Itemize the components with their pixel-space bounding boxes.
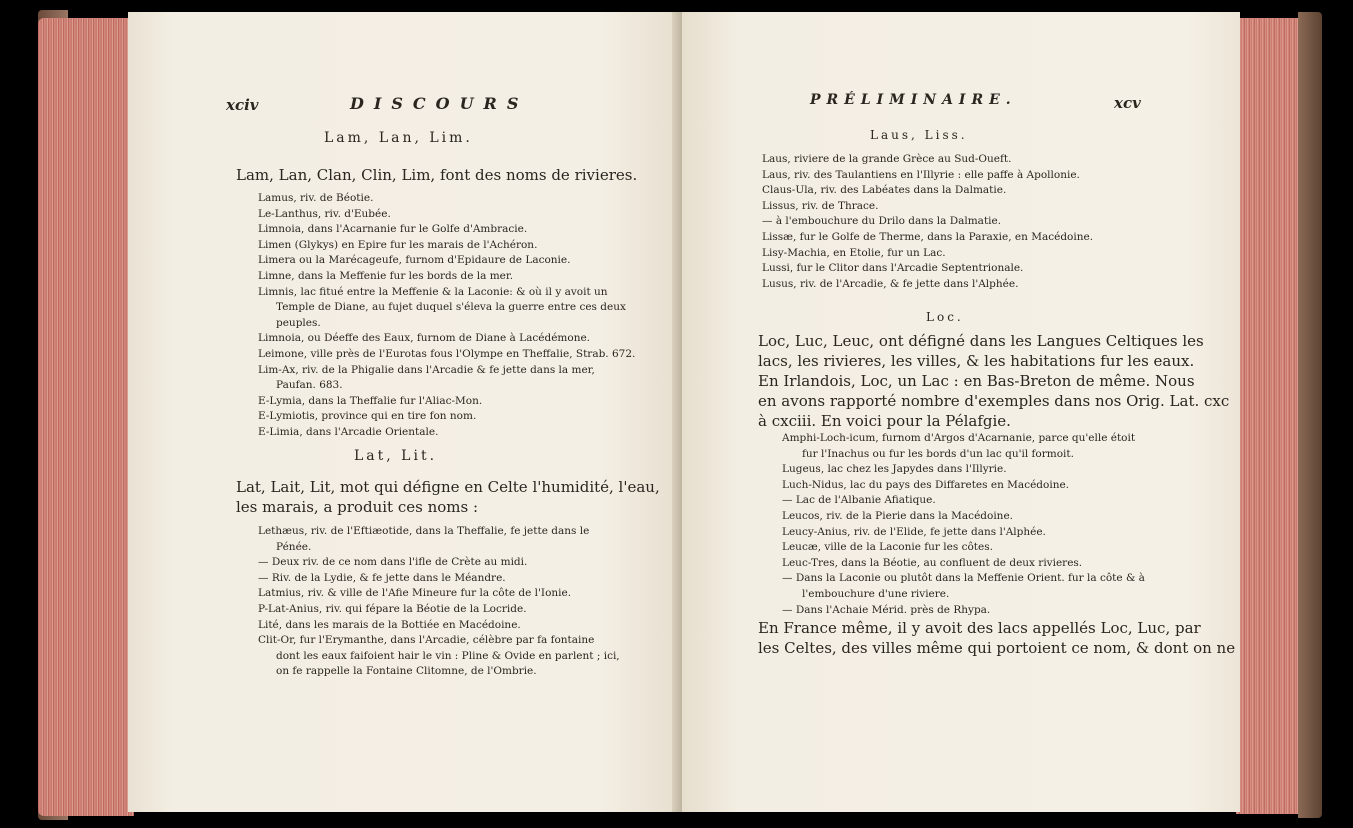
entry-line: Luch-Nidus, lac du pays des Diffaretes en Macédoine. — [782, 478, 1070, 491]
book-cover-right — [1298, 12, 1322, 818]
entry-line: Leucæ, ville de la Laconie fur les côtes. — [782, 541, 993, 554]
section-heading: Loc. — [926, 310, 964, 324]
entry-line: peuples. — [276, 316, 321, 329]
entry-line: Limnis, lac fitué entre la Meffenie & la Laconie: & où il y avoit un — [258, 285, 608, 298]
entry-line: Lussi, fur le Clitor dans l'Arcadie Septentrionale. — [762, 262, 1024, 275]
entry-line: Lim-Ax, riv. de la Phigalie dans l'Arcadie & fe jette dans la mer, — [258, 363, 595, 376]
entry-line: En France même, il y avoit des lacs appellés Loc, Luc, par — [758, 619, 1201, 637]
entry-line: Paufan. 683. — [276, 379, 343, 392]
entry-line: Leimone, ville près de l'Eurotas fous l'Olympe en Theffalie, Strab. 672. — [258, 348, 636, 360]
left-page — [128, 12, 680, 812]
entry-line: Latmius, riv. & ville de l'Afie Mineure fur la côte de l'Ionie. — [258, 587, 572, 600]
entry-line: lacs, les rivieres, les villes, & les habitations fur les eaux. — [758, 352, 1195, 370]
running-head: PRÉLIMINAIRE. — [810, 92, 1017, 108]
entry-line: Lissæ, fur le Golfe de Therme, dans la Paraxie, en Macédoine. — [762, 231, 1094, 243]
entry-line: E-Lymiotis, province qui en tire fon nom. — [258, 410, 477, 423]
entry-line: — Dans la Laconie ou plutôt dans la Meffenie Orient. fur la côte & à — [782, 572, 1145, 585]
entry-line: Limera ou la Marécageufe, furnom d'Epidaure de Laconie. — [258, 254, 571, 267]
entry-line: Lugeus, lac chez les Japydes dans l'Illyrie. — [782, 463, 1007, 476]
entry-line: Loc, Luc, Leuc, ont défigné dans les Langues Celtiques les — [758, 332, 1204, 350]
entry-line: en avons rapporté nombre d'exemples dans nos Orig. Lat. cxc — [758, 392, 1230, 410]
entry-line: Laus, riv. des Taulantiens en l'Illyrie : elle paffe à Apollonie. — [762, 168, 1080, 181]
entry-line: fur l'Inachus ou fur les bords d'un lac qu'il formoit. — [802, 447, 1074, 460]
entry-line: En Irlandois, Loc, un Lac : en Bas-Breton de même. Nous — [758, 372, 1195, 390]
entry-line: Clit-Or, fur l'Erymanthe, dans l'Arcadie, célèbre par fa fontaine — [258, 634, 595, 647]
right-page — [682, 12, 1240, 812]
entry-line: Limnoia, ou Déeffe des Eaux, furnom de Diane à Lacédémone. — [258, 332, 591, 345]
entry-line: l'embouchure d'une riviere. — [802, 588, 950, 600]
entry-line: E-Limia, dans l'Arcadie Orientale. — [258, 426, 439, 438]
entry-line: les Celtes, des villes même qui portoient ce nom, & dont on ne — [758, 639, 1236, 657]
entry-line: Limen (Glykys) en Epire fur les marais de l'Achéron. — [258, 238, 538, 251]
entry-line: Pénée. — [276, 540, 312, 553]
entry-line: — Riv. de la Lydie, & fe jette dans le Méandre. — [258, 571, 506, 584]
section-heading: Lam, Lan, Lim. — [324, 130, 473, 146]
entry-line: à cxciii. En voici pour la Pélafgie. — [758, 412, 1011, 430]
section-intro: Lam, Lan, Clan, Clin, Lim, font des noms de rivieres. — [236, 166, 638, 184]
entry-line: Amphi-Loch-icum, furnom d'Argos d'Acarnanie, parce qu'elle étoit — [782, 432, 1136, 444]
entry-line: P-Lat-Anius, riv. qui fépare la Béotie de la Locride. — [258, 603, 527, 615]
entry-line: — Dans l'Achaie Mérid. près de Rhypa. — [782, 603, 991, 616]
entry-line: Le-Lanthus, riv. d'Eubée. — [258, 207, 391, 220]
running-head: DISCOURS — [350, 94, 529, 113]
entry-line: Temple de Diane, au fujet duquel s'éleva la guerre entre ces deux — [276, 301, 626, 314]
entry-line: Limne, dans la Meffenie fur les bords de la mer. — [258, 270, 514, 282]
entry-line: Leucy-Anius, riv. de l'Elide, fe jette dans l'Alphée. — [782, 525, 1046, 538]
page-number: xciv — [226, 96, 259, 114]
entry-line: Limnoia, dans l'Acarnanie fur le Golfe d'Ambracie. — [258, 223, 528, 236]
entry-line: Lethæus, riv. de l'Eftiæotide, dans la Theffalie, fe jette dans le — [258, 525, 590, 537]
page-edges-left — [38, 18, 134, 816]
page-number: xcv — [1114, 94, 1141, 112]
entry-line: Leuc-Tres, dans la Béotie, au confluent de deux rivieres. — [782, 556, 1083, 569]
entry-line: Lité, dans les marais de la Bottiée en Macédoine. — [258, 618, 521, 631]
entry-line: — Deux riv. de ce nom dans l'ifle de Crète au midi. — [258, 556, 528, 569]
entry-line: dont les eaux faifoient hair le vin : Pline & Ovide en parlent ; ici, — [276, 649, 620, 662]
section-heading: Lat, Lit. — [354, 448, 438, 464]
entry-line: E-Lymia, dans la Theffalie fur l'Aliac-Mon. — [258, 394, 483, 407]
entry-line: Laus, riviere de la grande Grèce au Sud-Oueft. — [762, 153, 1012, 165]
section-intro-line: Lat, Lait, Lit, mot qui défigne en Celte l'humidité, l'eau, — [236, 478, 660, 496]
entry-line: Leucos, riv. de la Pierie dans la Macédoine. — [782, 510, 1013, 522]
entry-line: Lusus, riv. de l'Arcadie, & fe jette dans l'Alphée. — [762, 277, 1019, 290]
entry-line: Lissus, riv. de Thrace. — [762, 199, 879, 212]
entry-line: Lisy-Machia, en Etolie, fur un Lac. — [762, 246, 946, 259]
section-heading: Laus, Liss. — [870, 128, 968, 142]
entry-line: Claus-Ula, riv. des Labéates dans la Dalmatie. — [762, 184, 1007, 197]
entry-line: — à l'embouchure du Drilo dans la Dalmatie. — [762, 215, 1002, 228]
entry-line: on fe rappelle la Fontaine Clitomne, de l'Ombrie. — [276, 665, 537, 678]
entry-line: — Lac de l'Albanie Afiatique. — [782, 494, 936, 507]
entry-line: Lamus, riv. de Béotie. — [258, 192, 374, 204]
section-intro-line: les marais, a produit ces noms : — [236, 498, 478, 516]
